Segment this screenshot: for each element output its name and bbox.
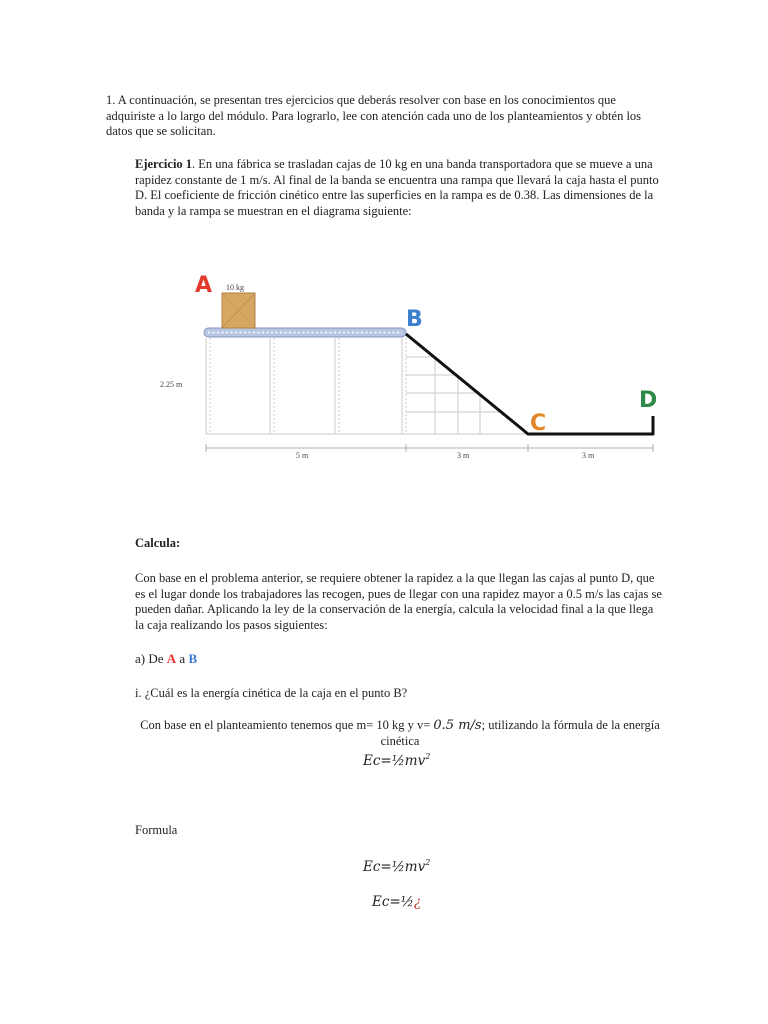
step-a-heading [135,651,197,667]
step-a-mid: a [176,651,189,666]
basis-paragraph [135,718,665,749]
basis-after: ; utilizando la fórmula de la energía cinética [380,718,660,748]
point-c-label: C [530,411,547,436]
step-a-from: A [166,651,177,666]
belt-length-label: 5 m [296,451,309,460]
formula-3-tail: ¿ [413,894,422,910]
conveyor-ramp-diagram [150,262,670,467]
point-a-label: A [195,273,213,298]
height-label: 2.25 m [160,380,183,389]
kinetic-energy-formula-3 [372,894,421,910]
question-i: i. ¿Cuál es la energía cinética de la caja en el punto B? [135,686,408,700]
basis-before: Con base en el planteamiento tenemos que m= 10 kg y v= [140,718,434,732]
box-mass-label: 10 kg [226,283,244,292]
exercise-label: Ejercicio 1 [135,157,193,171]
formula-3-body: Ec=½ [372,894,414,910]
exercise-text: . En una fábrica se trasladan cajas de 10 kg en una banda transportadora que se mueve a una rapidez constante de 1 m/s. Al final de la banda se encuentra una rampa que llevará la caja hasta el punto D. El coeficiente de fricción cinético entre las superficies en la rampa es de 0.38. Las dimensiones de la banda y la rampa se muestran en el diagrama siguiente: [135,157,659,218]
formula-1-body: Ec=½mv [363,753,426,769]
intro-paragraph: 1. A continuación, se presentan tres ejercicios que deberás resolver con base en los conocimientos que adquiriste a lo largo del módulo. Para lograrlo, lee con atención cada uno de los planteamientos y obtén los datos que se solicitan. [106,93,642,138]
step-a-to: B [188,651,198,666]
problem-paragraph: Con base en el problema anterior, se requiere obtener la rapidez a la que llegan las cajas al punto D, que es el lugar donde los trabajadores las recogen, pues de llegar con una rapidez mayor a 0.5 m/s las cajas se pueden dañar. Aplicando la ley de la conservación de la energía, calcula la velocidad final a la que llega la caja realizando los pasos siguientes: [135,571,662,632]
kinetic-energy-formula-2 [363,858,430,875]
formula-label: Formula [135,823,178,837]
basis-math: 0.5 m/s [433,718,482,733]
ramp-length-label: 3 m [457,451,470,460]
point-b-label: B [406,307,423,332]
exercise-paragraph [135,157,665,219]
formula-2-exponent: 2 [425,858,431,867]
floor-length-label: 3 m [582,451,595,460]
kinetic-energy-formula-1 [363,752,430,769]
formula-1-exponent: 2 [425,752,431,761]
belt-support-structure [206,338,528,434]
step-a-prefix: a) De [135,651,167,666]
calcula-heading: Calcula: [135,536,181,550]
formula-2-body: Ec=½mv [363,859,426,875]
point-d-label: D [639,388,658,413]
